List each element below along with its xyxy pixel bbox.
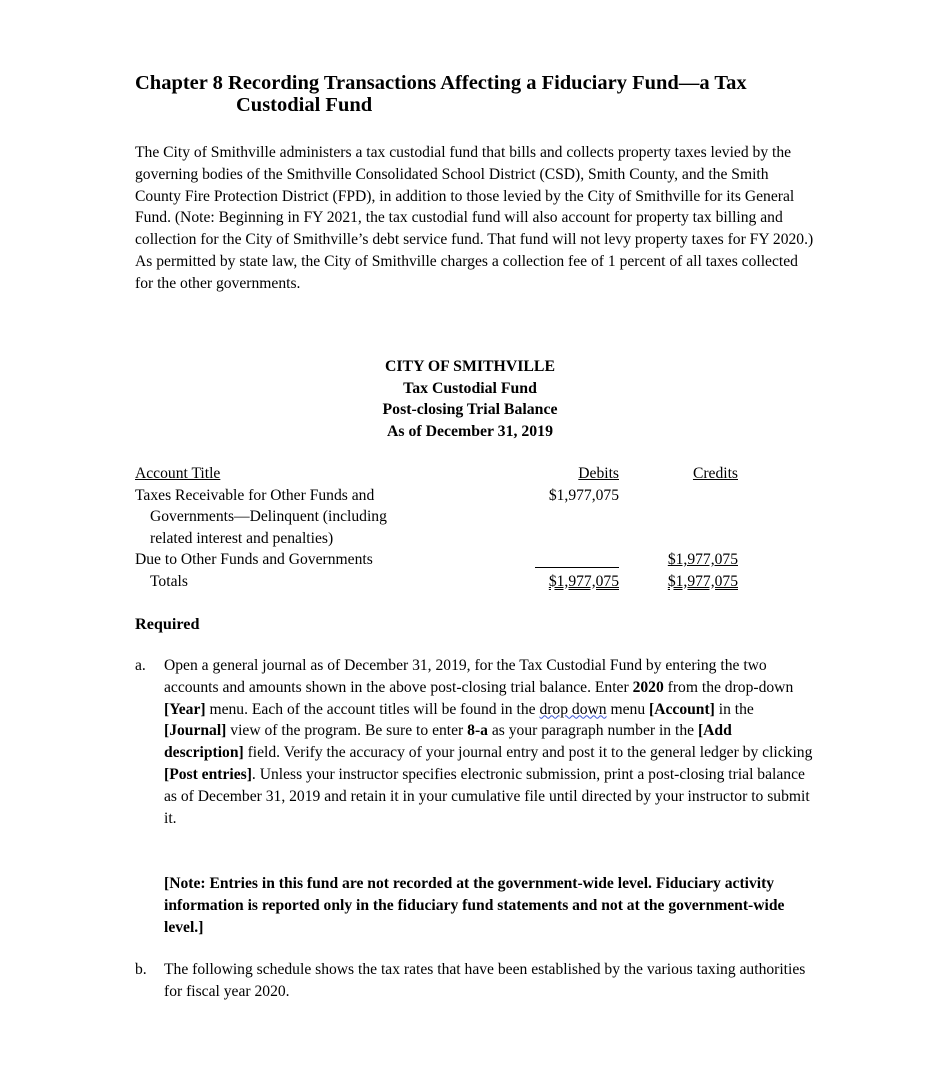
item-a-text: Open a general journal as of December 31, 2019, for the Tax Custodial Fund by entering the two accounts and amounts shown in the above post-closing trial balance. Enter 2020 from the drop-down [Year] menu. Each of the account titles will be found in the drop down menu [Account] in the [Journal] view of the program. Be sure to enter 8-a as your paragraph number in the [Add description] field. Verify the accuracy of your journal entry and post it to the general ledger by clicking [Post entries]. Unless your instructor specifies electronic submission, print a post-closing trial balance as of December 31, 2019 and retain it in your cumulative file until directed by your instructor to submit it. bbox=[164, 657, 813, 827]
required-heading: Required bbox=[135, 615, 200, 633]
account-title: Taxes Receivable for Other Funds and bbox=[135, 486, 375, 504]
credit-value: $1,977,075 bbox=[667, 551, 738, 568]
totals-label: Totals bbox=[150, 572, 188, 590]
debit-subtotal-rule bbox=[535, 567, 619, 568]
total-debits: $1,977,075 bbox=[548, 572, 619, 590]
heading-line: As of December 31, 2019 bbox=[387, 422, 553, 440]
col-credits: Credits bbox=[692, 465, 738, 482]
debit-value: $1,977,075 bbox=[548, 486, 619, 504]
account-title: Due to Other Funds and Governments bbox=[135, 551, 373, 568]
col-debits: Debits bbox=[578, 465, 619, 482]
fiduciary-note: [Note: Entries in this fund are not recorded at the government-wide level. Fiduciary activity information is reported only in the fiduciary fund statements and not at the government-wide level.] bbox=[164, 875, 785, 936]
chapter-title-line1: Chapter 8 Recording Transactions Affecting a Fiduciary Fund—a Tax bbox=[135, 72, 747, 94]
intro-paragraph: The City of Smithville administers a tax custodial fund that bills and collects property taxes levied by the governing bodies of the Smithville Consolidated School District (CSD), Smith County, and the Smith County Fire Protection District (FPD), in addition to those levied by the City of Smithville for its General Fund. (Note: Beginning in FY 2021, the tax custodial fund will also account for property tax billing and collection for the City of Smithville’s debt service fund. That fund will not levy property taxes for FY 2020.) As permitted by state law, the City of Smithville charges a collection fee of 1 percent of all taxes collected for the other governments. bbox=[135, 144, 814, 292]
heading-line: CITY OF SMITHVILLE bbox=[385, 358, 555, 375]
item-b-text: The following schedule shows the tax rates that have been established by the various taxing authorities for fiscal year 2020. bbox=[164, 961, 806, 1000]
total-credits: $1,977,075 bbox=[667, 572, 738, 590]
item-a-label: a. bbox=[135, 657, 146, 674]
account-title-continued: Governments—Delinquent (including bbox=[150, 508, 387, 525]
account-title-continued: related interest and penalties) bbox=[150, 529, 334, 547]
trial-balance-heading bbox=[300, 356, 640, 442]
heading-line: Tax Custodial Fund bbox=[403, 379, 537, 397]
chapter-title bbox=[135, 72, 855, 116]
chapter-title-line2: Custodial Fund bbox=[236, 94, 373, 116]
heading-line: Post-closing Trial Balance bbox=[382, 401, 558, 418]
item-b-label: b. bbox=[135, 961, 147, 978]
col-account-title: Account Title bbox=[135, 465, 221, 482]
